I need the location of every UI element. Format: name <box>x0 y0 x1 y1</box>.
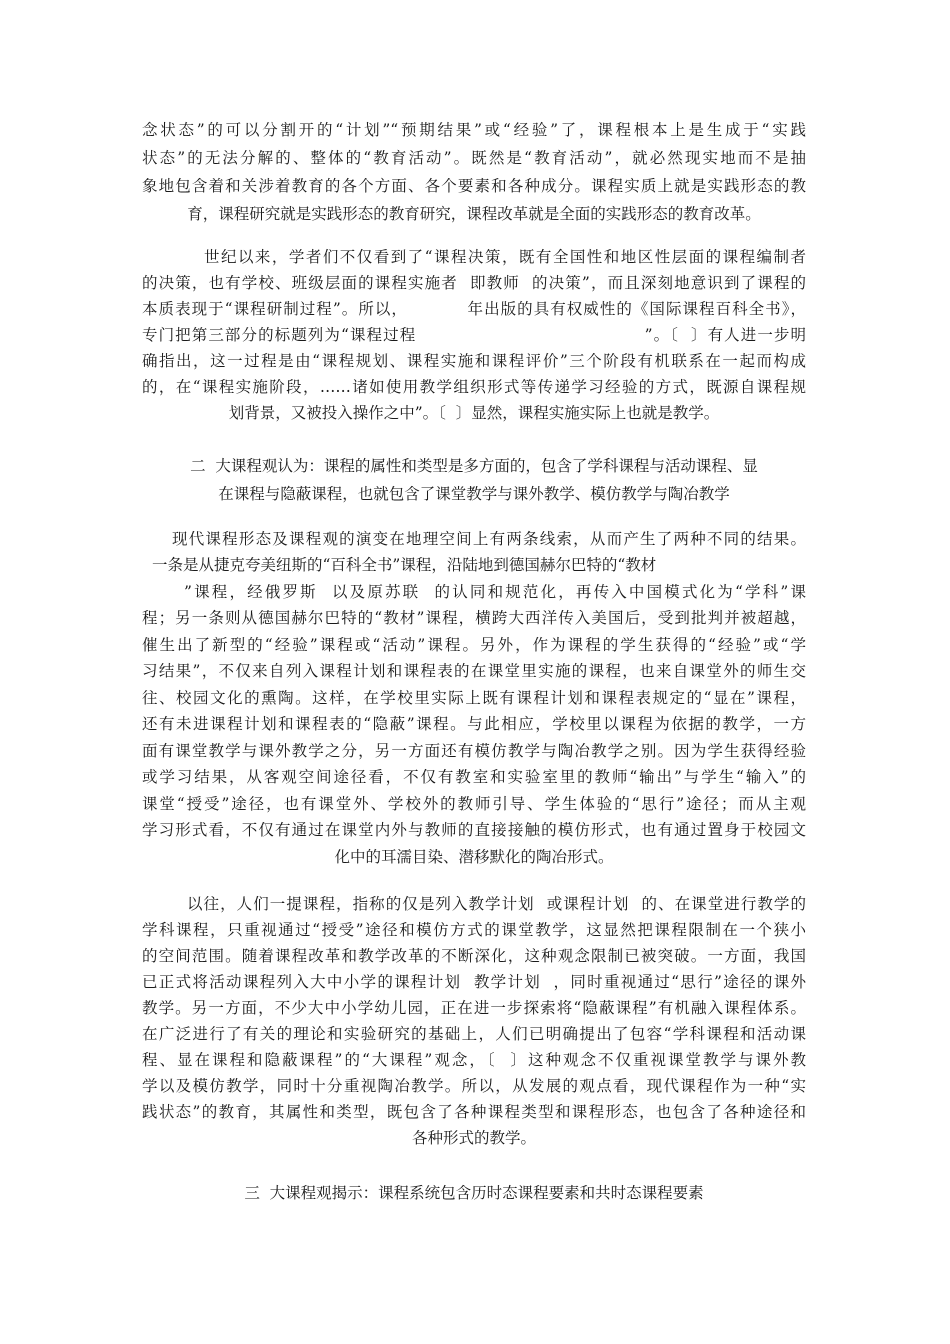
paragraph-3-line: 一条是从捷克夸美纽斯的“百科全书”课程，沿陆地到德国赫尔巴特的“教材 <box>152 556 657 574</box>
paragraph-1-line: 念状态”的可以分割开的“计划”“预期结果”或“经验”了，课程根本上是生成于“实践 <box>142 121 806 139</box>
paragraph-4-line: 各种形式的教学。 <box>411 1129 536 1147</box>
paragraph-3-line: 面有课堂教学与课外教学之分，另一方面还有模仿教学与陶冶教学之别。因为学生获得经验 <box>142 742 806 760</box>
section-heading-2-line: 在课程与隐蔽课程，也就包含了课堂教学与课外教学、模仿教学与陶冶教学 <box>218 485 730 503</box>
paragraph-3-line: 往、校园文化的熏陶。这样，在学校里实际上既有课程计划和课程表规定的“显在”课程， <box>142 689 806 707</box>
paragraph-3-line: 程；另一条则从德国赫尔巴特的“教材”课程，横跨大西洋传入美国后，受到批判并被超越， <box>142 609 806 627</box>
paragraph-2-line: 的决策，也有学校、班级层面的课程实施者 即教师 的决策”，而且深刻地意识到了课程的 <box>142 274 806 292</box>
paragraph-4-line: 以往，人们一提课程，指称的仅是列入教学计划 或课程计划 的、在课堂进行教学的 <box>187 895 806 913</box>
paragraph-3-line: 催生出了新型的“经验”课程或“活动”课程。另外，作为课程的学生获得的“经验”或“学 <box>142 636 806 654</box>
section-heading-2-line: 二 大课程观认为：课程的属性和类型是多方面的，包含了学科课程与活动课程、显 <box>190 457 758 475</box>
paragraph-2-line: 的，在“课程实施阶段，……诸如使用教学组织形式等传递学习经验的方式，既源自课程规 <box>142 378 806 396</box>
paragraph-1-line: 象地包含着和关涉着教育的各个方面、各个要素和各种成分。课程实质上就是实践形态的教 <box>142 177 806 195</box>
paragraph-4-line: 践状态”的教育，其属性和类型，既包含了各种课程类型和课程形态，也包含了各种途径和 <box>142 1103 806 1121</box>
paragraph-4-line: 在广泛进行了有关的理论和实验研究的基础上，人们已明确提出了包容“学科课程和活动课 <box>142 1025 806 1043</box>
paragraph-1-line: 育，课程研究就是实践形态的教育研究，课程改革就是全面的实践形态的教育改革。 <box>187 205 761 223</box>
paragraph-3-line: 或学习结果，从客观空间途径看，不仅有教室和实验室里的教师“输出”与学生“输入”的 <box>142 768 806 786</box>
paragraph-2-line: 确指出，这一过程是由“课程规划、课程实施和课程评价”三个阶段有机联系在一起而构成 <box>142 352 806 370</box>
paragraph-3-line: 还有未进课程计划和课程表的“隐蔽”课程。与此相应，学校里以课程为依据的教学，一方 <box>142 715 806 733</box>
paragraph-3-line: 学习形式看，不仅有通过在课堂内外与教师的直接接触的模仿形式，也有通过置身于校园文 <box>142 821 806 839</box>
paragraph-2-line: 划背景，又被投入操作之中”。〔 〕显然，课程实施实际上也就是教学。 <box>228 404 720 422</box>
paragraph-4-line: 学以及模仿教学，同时十分重视陶冶教学。所以，从发展的观点看，现代课程作为一种“实 <box>142 1077 806 1095</box>
paragraph-4-line: 教学。另一方面，不少大中小学幼儿园，正在进一步探索将“隐蔽课程”有机融入课程体系。 <box>142 999 806 1017</box>
paragraph-2-line: 本质表现于“课程研制过程”。所以， 年出版的具有权威性的《国际课程百科全书》， <box>142 300 806 318</box>
paragraph-2-line: 专门把第三部分的标题列为“课程过程 ”。〔 〕有人进一步明 <box>142 326 806 344</box>
paragraph-4-line: 程、显在课程和隐蔽课程”的“大课程”观念，〔 〕这种观念不仅重视课堂教学与课外教 <box>142 1051 806 1069</box>
paragraph-4-line: 的空间范围。随着课程改革和教学改革的不断深化，这种观念限制已被突破。一方面，我国 <box>142 947 806 965</box>
paragraph-4-line: 学科课程，只重视通过“授受”途径和模仿方式的课堂教学，这显然把课程限制在一个狭小 <box>142 921 806 939</box>
paragraph-1-line: 状态”的无法分解的、整体的“教育活动”。既然是“教育活动”，就必然现实地而不是抽 <box>142 149 806 167</box>
paragraph-3-line: ”课程，经俄罗斯 以及原苏联 的认同和规范化，再传入中国模式化为“学科”课 <box>184 583 806 601</box>
paragraph-4-line: 已正式将活动课程列入大中小学的课程计划 教学计划 ，同时重视通过“思行”途径的课外 <box>142 973 806 991</box>
paragraph-3-line: 现代课程形态及课程观的演变在地理空间上有两条线索，从而产生了两种不同的结果。 <box>172 530 806 548</box>
paragraph-3-line: 化中的耳濡目染、潜移默化的陶冶形式。 <box>334 848 614 866</box>
paragraph-3-line: 习结果”，不仅来自列入课程计划和课程表的在课堂里实施的课程，也来自课堂外的师生交 <box>142 662 806 680</box>
section-heading-3: 三 大课程观揭示：课程系统包含历时态课程要素和共时态课程要素 <box>244 1184 704 1202</box>
paragraph-3-line: 课堂“授受”途径，也有课堂外、学校外的教师引导、学生体验的“思行”途径；而从主观 <box>142 795 806 813</box>
paragraph-2-line: 世纪以来，学者们不仅看到了“课程决策，既有全国性和地区性层面的课程编制者 <box>204 248 806 266</box>
